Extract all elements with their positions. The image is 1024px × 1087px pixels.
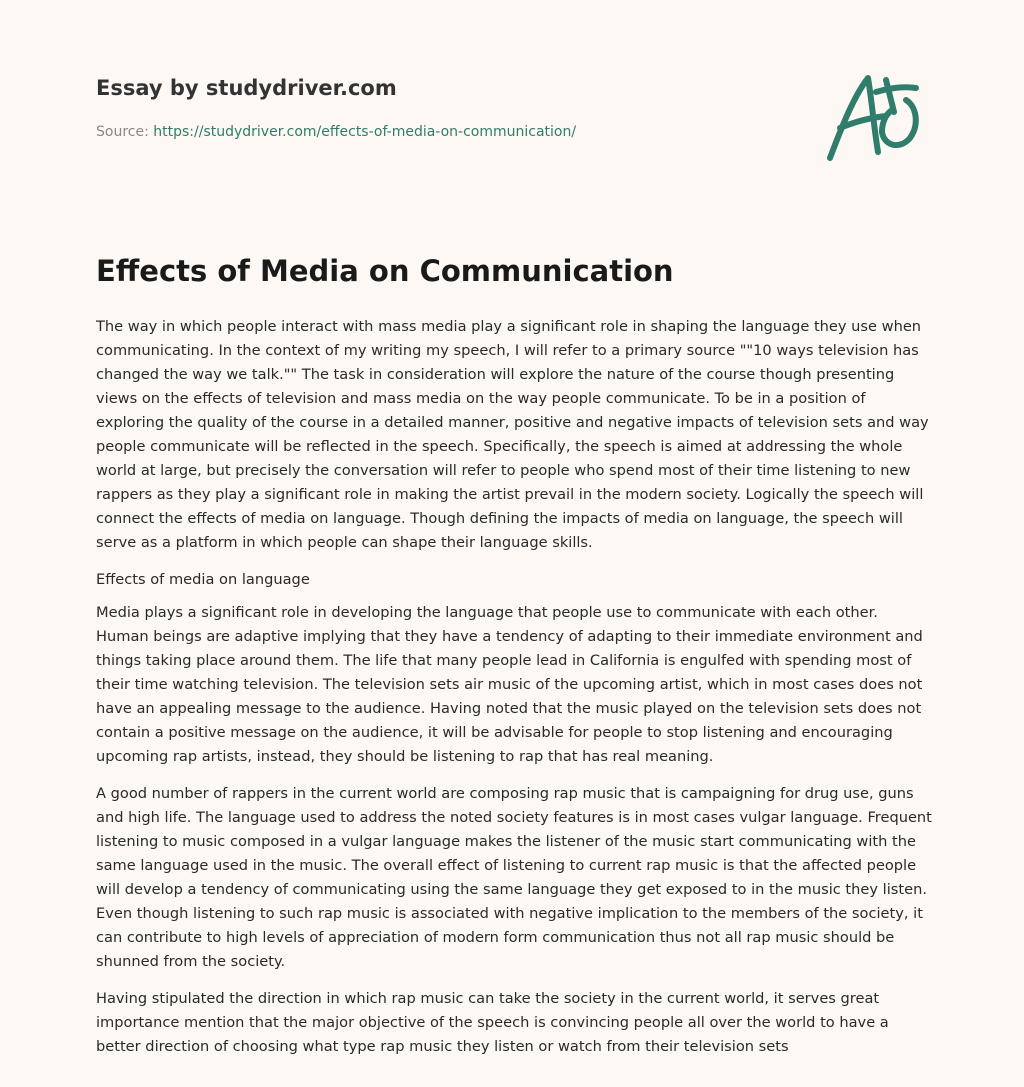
section-subheading: Effects of media on language	[96, 571, 310, 588]
paragraph-objective: Having stipulated the direction in which rap music can take the society in the current world, it serves great importance mention that the major objective of the speech is convincing people all over the world to have a better direction of choosing what type rap music they listen or watch from their television sets	[96, 990, 889, 1055]
paragraph-intro: The way in which people interact with mass media play a significant role in shaping the language they use when communicating. In the context of my writing my speech, I will refer to a primary source ""10 ways television has changed the way we talk."" The task in consideration will explore the nature of the course though presenting views on the effects of television and mass media on the way people communicate. To be in a position of exploring the quality of the course in a detailed manner, positive and negative impacts of television sets and way people communicate will be reflected in the speech. Specifically, the speech is aimed at addressing the whole world at large, but precisely the conversation will refer to people who spend most of their time listening to new rappers as they play a significant role in making the artist prevail in the modern society. Logically the speech will connect the effects of media on language. Though defining the impacts of media on language, the speech will serve as a platform in which people can shape their language skills.	[96, 318, 929, 551]
essay-by-heading: Essay by studydriver.com	[96, 76, 397, 100]
a-plus-logo-icon	[820, 66, 930, 166]
source-link[interactable]: https://studydriver.com/effects-of-media-on-communication/	[153, 124, 577, 140]
paragraph-media-language: Media plays a significant role in developing the language that people use to communicate with each other. Human beings are adaptive implying that they have a tendency of adapting to their immediate environment and things taking place around them. The life that many people lead in California is engulfed with spending most of their time watching television. The television sets air music of the upcoming artist, which in most cases does not have an appealing message to the audience. Having noted that the music played on the television sets does not contain a positive message on the audience, it will be advisable for people to stop listening and encouraging upcoming rap artists, instead, they should be listening to rap that has real meaning.	[96, 604, 923, 765]
source-label: Source:	[96, 124, 154, 140]
essay-body	[96, 315, 934, 1072]
essay-title: Effects of Media on Communication	[96, 254, 674, 288]
source-line	[96, 124, 576, 140]
paragraph-rap-music: A good number of rappers in the current world are composing rap music that is campaigning for drug use, guns and high life. The language used to address the noted society features is in most cases vulgar language. Frequent listening to music composed in a vulgar language makes the listener of the music start communicating with the same language used in the music. The overall effect of listening to current rap music is that the affected people will develop a tendency of communicating using the same language they get exposed to in the music they listen. Even though listening to such rap music is associated with negative implication to the members of the society, it can contribute to high levels of appreciation of modern form communication thus not all rap music should be shunned from the society.	[96, 785, 932, 970]
